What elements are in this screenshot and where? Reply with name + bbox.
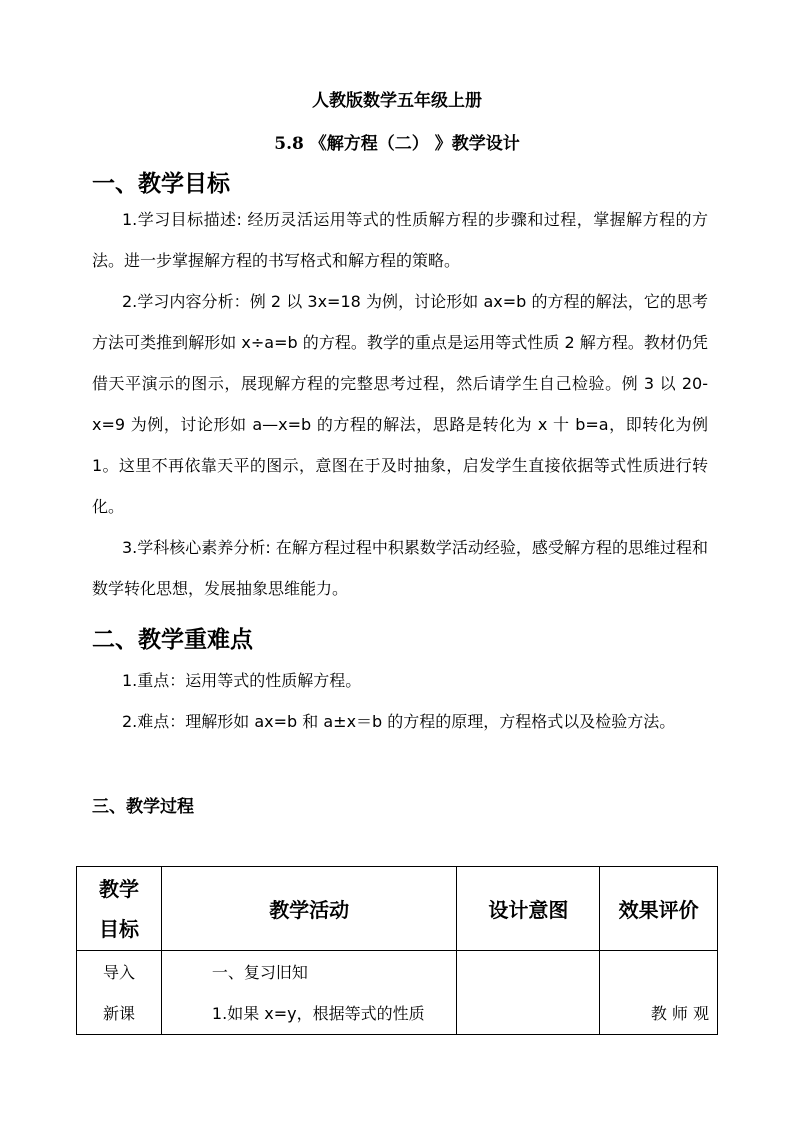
objective-paragraph-1 [92, 199, 708, 281]
header-cell-evaluation: 效果评价 [600, 867, 718, 951]
row-intent-cell [457, 951, 600, 1035]
difficulty-text: 2.难点：理解形如 ax=b 和 a±x＝b 的方程的原理，方程格式以及检验方法。 [122, 712, 676, 731]
document-subtitle: 5.8 《解方程（二） 》教学设计 [274, 134, 520, 154]
objective-text-3: 3.学科核心素养分析: 在解方程过程中积累数学活动经验，感受解方程的思维过程和数学转化思想，发展抽象思维能力。 [92, 538, 708, 598]
row-goal-cell [77, 951, 162, 1035]
row-activity-line-1: 一、复习旧知 [211, 962, 308, 982]
objective-text-1: 1.学习目标描述: 经历灵活运用等式的性质解方程的步骤和过程，掌握解方程的方法。进一步掌握解方程的书写格式和解方程的策略。 [92, 210, 708, 270]
row-goal-label: 导入新课 [102, 962, 135, 1023]
objective-paragraph-3 [92, 527, 708, 609]
document-title: 人教版数学五年级上册 [312, 91, 482, 111]
key-point-text: 1.重点：运用等式的性质解方程。 [122, 671, 362, 690]
header-cell-intent: 设计意图 [457, 867, 600, 951]
section-heading-key-points: 二、教学重难点 [92, 627, 253, 653]
key-point-paragraph [92, 660, 708, 701]
row-evaluation-cell: 教 师 观 [600, 951, 718, 1035]
row-activity-line-2: 1.如果 x=y，根据等式的性质 [211, 1003, 425, 1023]
difficulty-paragraph [92, 701, 708, 783]
header-goal-label: 教学目标 [98, 876, 139, 941]
section-heading-objectives: 一、教学目标 [92, 171, 230, 197]
section-heading-process: 三、教学过程 [92, 797, 194, 817]
lesson-process-table [76, 866, 718, 1035]
objective-paragraph-2 [92, 281, 708, 527]
table-row [77, 951, 718, 1035]
row-activity-cell [161, 951, 457, 1035]
table-header-row [77, 867, 718, 951]
objective-text-2: 2.学习内容分析：例 2 以 3x=18 为例，讨论形如 ax=b 的方程的解法，它的思考方法可类推到解形如 x÷a=b 的方程。教学的重点是运用等式性质 2 解方程。教材仍凭借天平演示的图示，展现解方程的完整思考过程，然后请学生自己检验。例 3 以 20-x=9 为例，讨论形如 a—x=b 的方程的解法，思路是转化为 x 十 b=a，即转化为例 1。这里不再依靠天平的图示，意图在于及时抽象，启发学生直接依据等式性质进行转化。 [92, 292, 708, 516]
header-cell-activity: 教学活动 [161, 867, 457, 951]
header-cell-goal [77, 867, 162, 951]
